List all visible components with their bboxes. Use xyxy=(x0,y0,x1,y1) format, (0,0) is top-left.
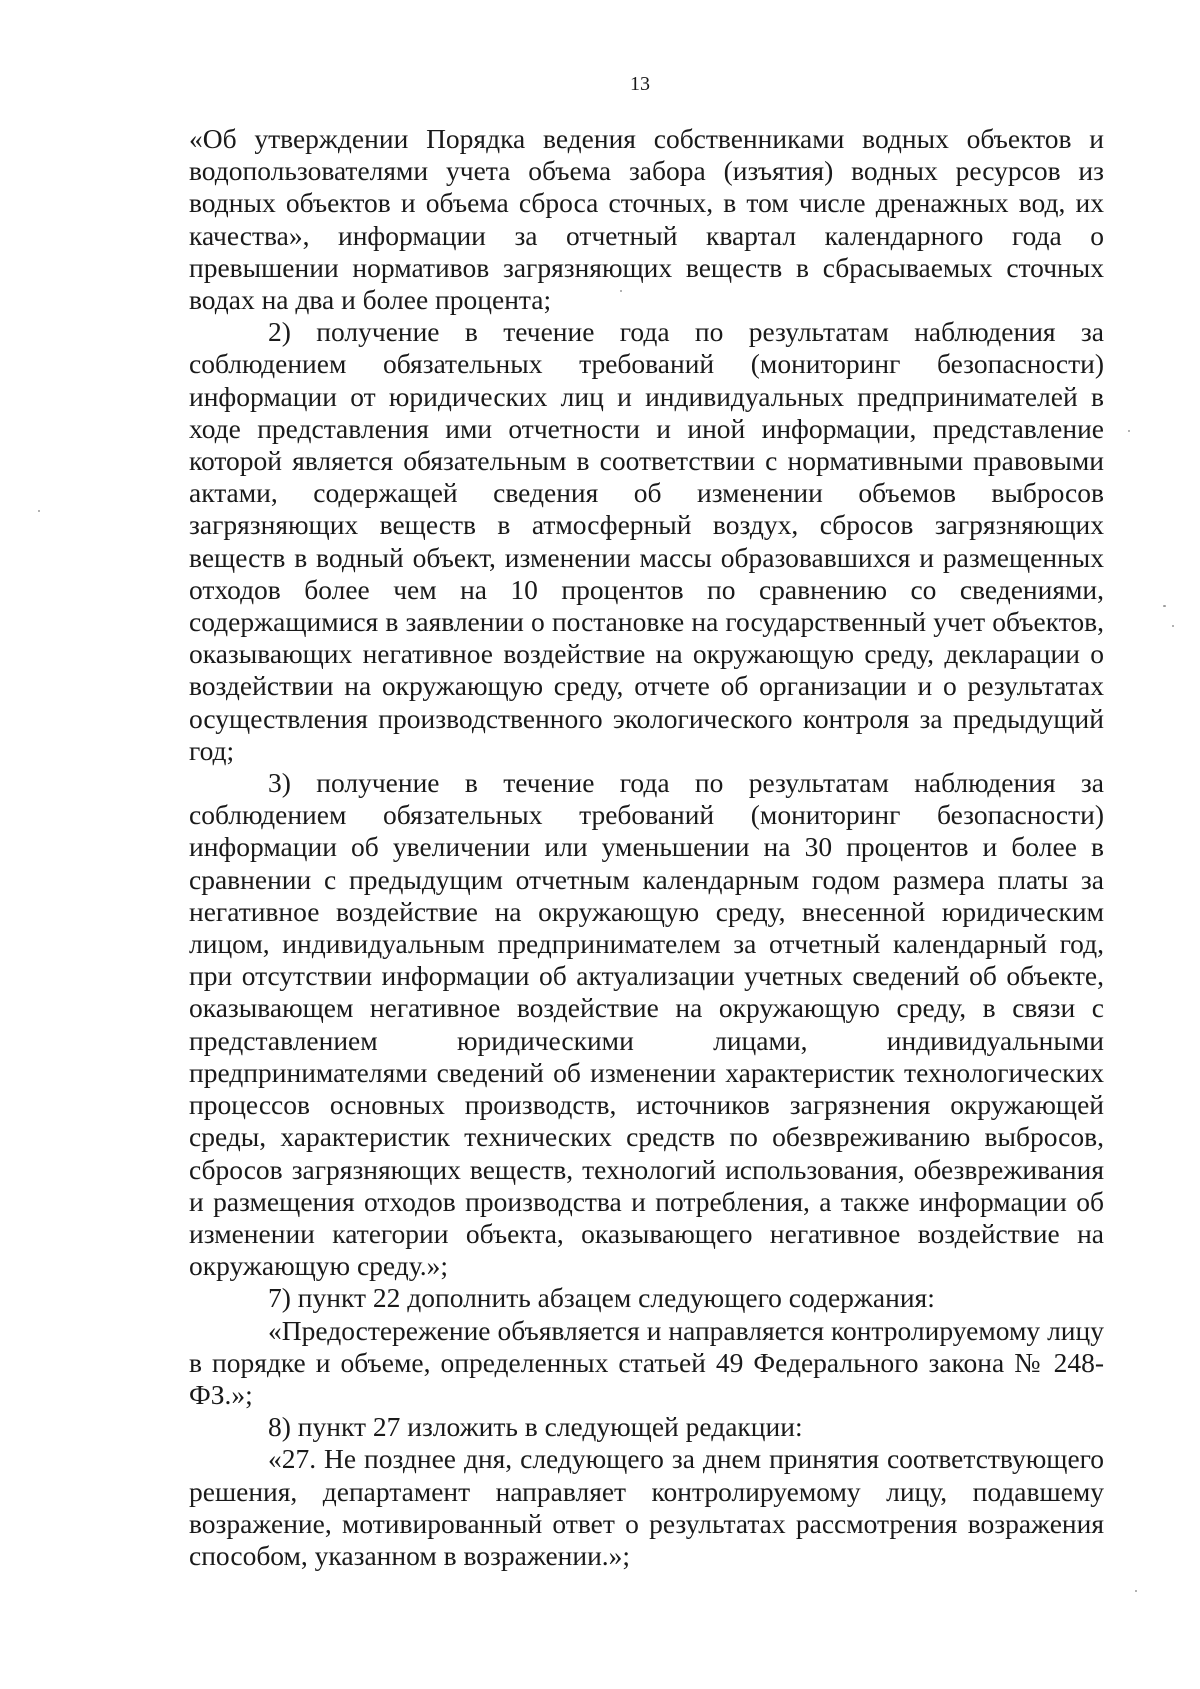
paragraph-item-8: 8) пункт 27 изложить в следующей редакции: xyxy=(268,1411,803,1443)
paragraph-quote-warning: «Предостережение объявляется и направляется контролируемому лицу в порядке и объеме, определенных статьей 49 Федерального закона № 248-ФЗ.»; xyxy=(189,1314,1104,1410)
scan-speck xyxy=(1172,625,1174,627)
page-number: 13 xyxy=(630,73,650,95)
paragraph-item-27: «27. Не позднее дня, следующего за днем принятия соответствующего решения, департамент направляет контролируемому лицу, подавшему возражение, мотивированный ответ о результатах рассмотрения возражения способом, указанном в возражении.»; xyxy=(189,1443,1104,1571)
paragraph-item-3: 3) получение в течение года по результатам наблюдения за соблюдением обязательных требований (мониторинг безопасности) информации об увеличении или уменьшении на 30 процентов и более в сравнении с предыдущим отчетным календарным годом размера платы за негативное воздействие на окружающую среду, внесенной юридическим лицом, индивидуальным предпринимателем за отчетный календарный год, при отсутствии информации об актуализации учетных сведений об объекте, оказывающем негативное воздействие на окружающую среду, в связи с представлением юридическими лицами, индивидуальными предпринимателями сведений об изменении характеристик технологических процессов основных производств, источников загрязнения окружающей среды, характеристик технических средств по обезвреживанию выбросов, сбросов загрязняющих веществ, технологий использования, обезвреживания и размещения отходов производства и потребления, а также информации об изменении категории объекта, оказывающего негативное воздействие на окружающую среду.»; xyxy=(189,767,1104,1282)
scan-speck xyxy=(1128,430,1130,432)
scan-speck xyxy=(620,290,622,292)
scan-speck xyxy=(1163,605,1166,607)
document-body xyxy=(189,123,1104,1572)
paragraph-continuation: «Об утверждении Порядка ведения собственниками водных объектов и водопользователями учета объема забора (изъятия) водных ресурсов из водных объектов и объема сброса сточных, в том числе дренажных вод, их качества», информации за отчетный квартал календарного года о превышении нормативов загрязняющих веществ в сбрасываемых сточных водах на два и более процента; xyxy=(189,123,1104,316)
paragraph-item-7: 7) пункт 22 дополнить абзацем следующего содержания: xyxy=(268,1282,935,1314)
paragraph-item-2: 2) получение в течение года по результатам наблюдения за соблюдением обязательных требований (мониторинг безопасности) информации от юридических лиц и индивидуальных предпринимателей в ходе представления ими отчетности и иной информации, представление которой является обязательным в соответствии с нормативными правовыми актами, содержащей сведения об изменении объемов выбросов загрязняющих веществ в атмосферный воздух, сбросов загрязняющих веществ в водный объект, изменении массы образовавшихся и размещенных отходов более чем на 10 процентов по сравнению со сведениями, содержащимися в заявлении о постановке на государственный учет объектов, оказывающих негативное воздействие на окружающую среду, декларации о воздействии на окружающую среду, отчете об организации и о результатах осуществления производственного экологического контроля за предыдущий год; xyxy=(189,316,1104,766)
scan-speck xyxy=(1135,1590,1137,1592)
scan-speck xyxy=(38,510,40,512)
